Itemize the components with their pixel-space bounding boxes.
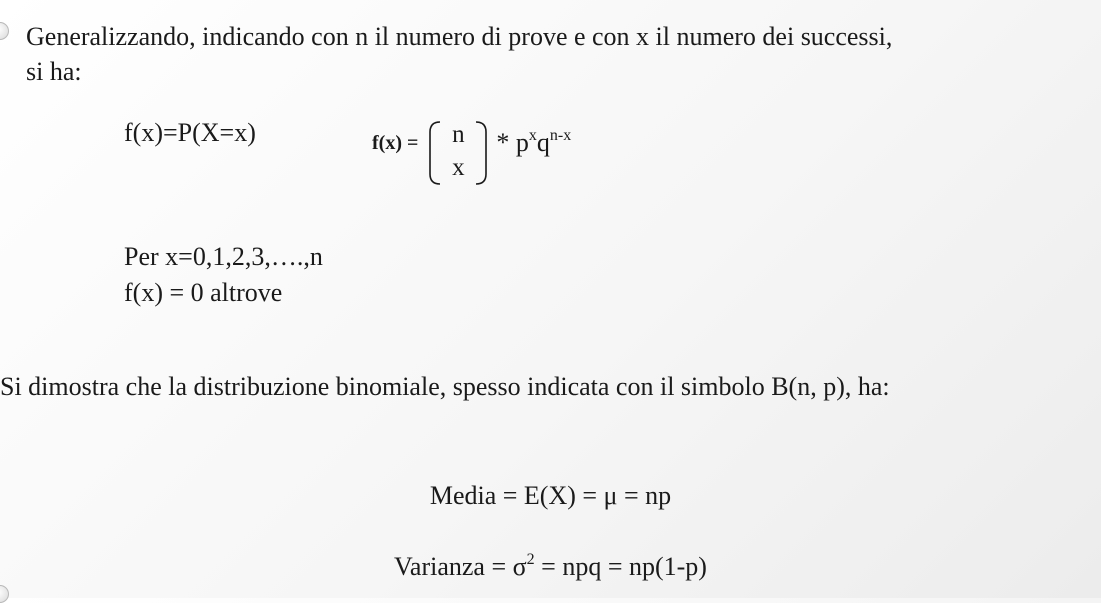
domain-line-2: f(x) = 0 altrove bbox=[124, 278, 283, 307]
formula-lhs: f(x)=P(X=x) bbox=[124, 118, 256, 147]
domain-line-1: Per x=0,1,2,3,….,n bbox=[124, 242, 323, 271]
exponent-x: x bbox=[528, 127, 537, 144]
pmf-label: f(x) = bbox=[372, 132, 419, 154]
mean-formula: Media = E(X) = μ = np bbox=[429, 481, 672, 510]
pmf-power-terms bbox=[496, 128, 571, 158]
exponent-n-x: n-x bbox=[549, 127, 572, 144]
variance-exponent: 2 bbox=[526, 551, 535, 568]
variance-suffix: = npq = np(1-p) bbox=[534, 552, 707, 581]
variance-formula bbox=[0, 552, 1101, 582]
statement-line: Si dimostra che la distribuzione binomiale, spesso indicata con il simbolo B(n, p), ha: bbox=[0, 372, 890, 401]
pmf-formula bbox=[372, 118, 571, 188]
bullet-icon-bottom bbox=[0, 585, 9, 603]
variance-prefix: Varianza = σ bbox=[394, 552, 527, 581]
intro-line-2: si ha: bbox=[26, 57, 82, 86]
binomial-bottom: x bbox=[452, 154, 465, 181]
binomial-top: n bbox=[452, 121, 465, 148]
pmf-q: q bbox=[536, 128, 550, 157]
bullet-icon bbox=[0, 22, 9, 40]
formula-row bbox=[124, 118, 824, 188]
pmf-mult: * p bbox=[496, 128, 529, 157]
binomial-coefficient bbox=[428, 120, 488, 186]
intro-line-1: Generalizzando, indicando con n il numero di prove e con x il numero dei successi, bbox=[26, 22, 893, 51]
